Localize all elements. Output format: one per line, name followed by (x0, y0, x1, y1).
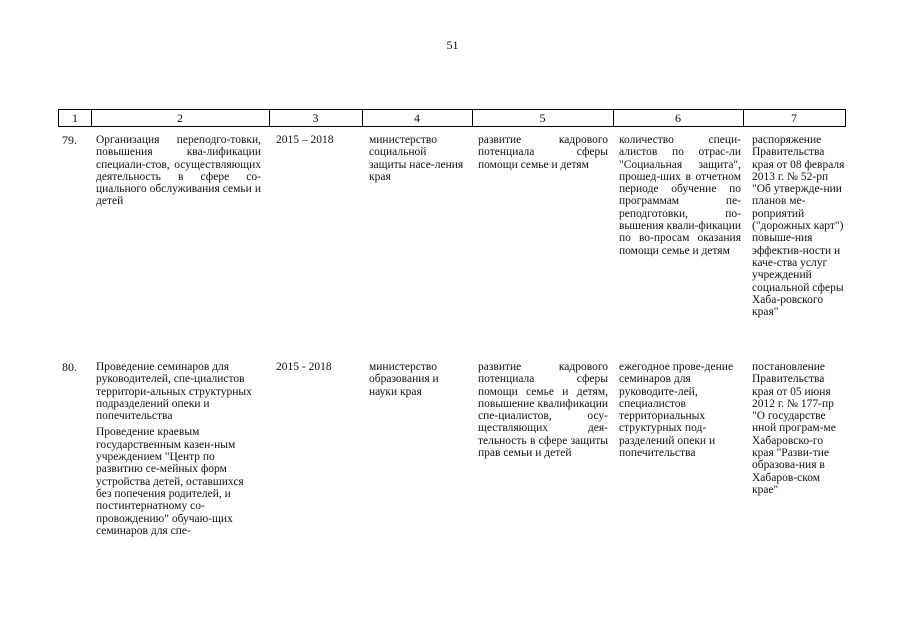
row-event (96, 361, 261, 537)
row-goal: развитие кадрового потенциала сферы помощи семье и детям (478, 134, 608, 171)
header-col-3: 3 (312, 111, 319, 125)
header-col-7: 7 (791, 111, 797, 125)
row-document: постановление Правительства края от 05 июня 2012 г. № 177-пр "О государстве нной програм-ме Хабаровско-го края "Разви-тие образова-ния в Хабаров-ском крае" (752, 361, 836, 496)
row-indicator: количество специ-алистов по отрас-ли "Социальная защита", прошед-ших в отчетном периоде обучение по программам пе-реподготовки, по-вышения квали-фикации по во-просам оказания помощи семье и детям (619, 134, 741, 257)
row-event: Организация переподго-товки, повышения ква-лификации специали-стов, осуществляющих деятельность в сфере со-циального обслуживания семьи и детей (96, 134, 261, 208)
header-col-2: 2 (177, 111, 183, 125)
row-goal: развитие кадрового потенциала сферы помощи семье и детям, повышение квалификации спе-циалистов, осу-ществляющих дея-тельность в сфере защиты прав семьи и детей (478, 361, 608, 460)
row-indicator: ежегодное прове-дение семинаров для руководите-лей, специалистов территориальных структурных под-разделений опеки и попечительства (619, 361, 734, 460)
page-number: 51 (446, 38, 459, 52)
header-col-6: 6 (675, 111, 681, 125)
row-event-extra-text: Проведение краевым государственным казен-ным учреждением "Центр по развитию се-мейных форм устройства детей, оставшихся без попечения родителей, и постинтернатному со-провождению" обучаю-щих семинаров для спе- (96, 426, 244, 537)
row-document: распоряжение Правительства края от 08 февраля 2013 г. № 52-рп "Об утвержде-нии планов ме-роприятий ("дорожных карт") повыше-ния эффектив-ности и каче-ства услуг учреждений социальной сферы Хаба-ровского края" (752, 134, 845, 319)
table-header-row (58, 109, 846, 127)
row-number: 80. (62, 360, 77, 374)
row-executor: министерство образования и науки края (369, 361, 439, 398)
header-col-4: 4 (414, 111, 420, 125)
row-period: 2015 - 2018 (276, 361, 332, 373)
row-number: 79. (62, 133, 77, 147)
row-period: 2015 – 2018 (276, 134, 334, 146)
row-event-text: Проведение семинаров для руководителей, спе-циалистов территори-альных структурных подразделений опеки и попечительства (96, 361, 252, 423)
header-col-1: 1 (72, 111, 78, 125)
header-col-5: 5 (539, 111, 546, 125)
row-executor: министерство социальной защиты насе-ления края (369, 134, 464, 183)
